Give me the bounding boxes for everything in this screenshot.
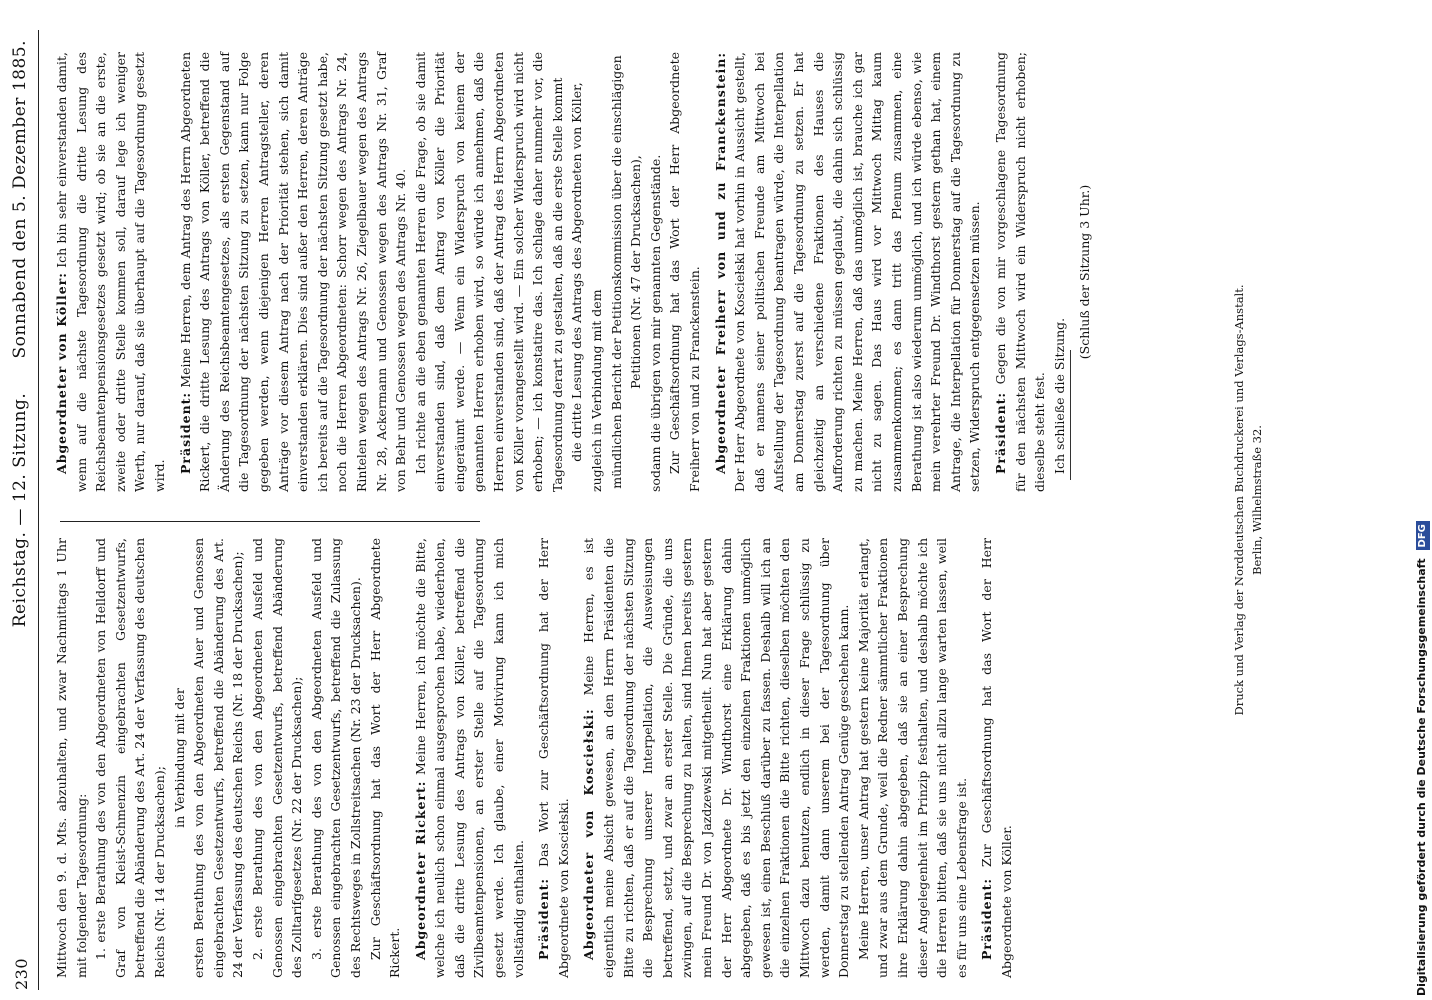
paragraph-text: Meine Herren, dem Antrag des Herrn Abgeordneten Rickert, die dritte Lesung des Antrags von Köller, betreffend die Änderung des Reichsbeamtengesetzes, als ersten Gegenstand auf die Tagesordnung der nächsten Sitzung zu setzen, kann nur Folge gegeben werden, wenn diejenigen Herren Antragsteller, deren Anträge vor diesem Antrag nach der Priorität stehen, sich damit einverstanden erklären. Dies sind außer den Herren, deren Anträge ich bereits auf die Tagesordnung der nächsten Sitzung gesetzt habe, noch die Herren Abgeordneten: Schorr wegen des Antrags Nr. 24, Rintelen wegen des Antrags Nr. 26, Ziegelbauer wegen des Antrags Nr. 28, Ackermann und Genossen wegen des Antrags Nr. 31, Graf von Behr und Genossen wegen des Antrags Nr. 40. <box>177 52 409 492</box>
paragraph-text: in Verbindung mit der <box>171 688 187 828</box>
right_column-paragraph <box>411 52 568 492</box>
left_column-paragraph <box>579 538 853 978</box>
funding-text: Digitalisierung gefördert durch die Deutsche Forschungsgemeinschaft <box>1415 558 1428 996</box>
paragraph-text: zugleich in Verbindung mit dem <box>589 289 605 492</box>
paragraph-text: Meine Herren, es ist eigentlich meine Absicht gewesen, an den Herrn Präsidenten die Bitte zu richten, daß er auf die Tagesordnung der nächsten Sitzung die Besprechung unserer Interpellation, die Ausweisungen betreffend, setzt, und zwar an erster Stelle. Die Gründe, die uns zwingen, auf die Besprechung zu halten, sind Ihnen bereits gestern mein Freund Dr. von Jazdzewski mitgetheilt. Nun hat aber gestern der Herr Abgeordnete Dr. Windthorst eine Erklärung dahin abgegeben, daß es bis jetzt den einzelnen Fraktionen unmöglich gewesen ist, einen Beschluß darüber zu fassen. Deshalb will ich an die einzelnen Fraktionen die Bitte richten, dieselben möchten den Mittwoch dazu benutzen, endlich in dieser Frage schlüssig zu werden, damit dann unserem bei der Tagesordnung über Donnerstag zu stellenden Antrag Genüge geschehen kann. <box>581 538 852 978</box>
session-title: Reichstag. — 12. Sitzung. <box>10 392 30 628</box>
left_column-paragraph <box>977 538 1016 978</box>
right_column-paragraph <box>1075 52 1095 492</box>
left_column-paragraph <box>854 538 972 978</box>
left_column-paragraph <box>91 538 169 978</box>
funding-label <box>1412 0 1432 1000</box>
right-column <box>52 52 1095 492</box>
paragraph-text: Meine Herren, ich möchte die Bitte, welche ich neulich schon einmal ausgesprochen habe, wiederholen, daß die dritte Lesung des Antrags von Köller, betreffend die Zivilbeamtenpensionen, an erster Stelle auf die Tagesordnung gesetzt werde. Ich glaube, einer Motivirung kann ich mich vollständig enthalten. <box>412 538 526 978</box>
right_column-paragraph <box>607 52 646 492</box>
paragraph-text: Ich bin sehr einverstanden damit, wenn auf die nächste Tagesordnung die dritte Lesung des Reichsbeamtenpensionsgesetzes gesetzt wird; ob sie an die erste, zweite oder dritte Stelle kommen soll, darauf lege ich weniger Werth, nur darauf, daß sie überhaupt auf die Tagesordnung gesetzt wird. <box>54 52 167 492</box>
right_column-paragraph <box>665 52 704 492</box>
speaker-name: Präsident: <box>536 877 552 960</box>
paragraph-text: Der Herr Abgeordnete von Kosciełski hat vorhin in Aussicht gestellt, daß er namens seiner politischen Freunde am Mittwoch bei Aufstellung der Tagesordnung beantragen würde, die Interpellation am Donnerstag zuerst auf die Tagesordnung zu setzen. Er hat gleichzeitig an verschiedene Fraktionen des Hauses die Aufforderung richten zu müssen geglaubt, die dahin sich schlüssig zu machen. Meine Herren, daß das unmöglich ist, brauche ich gar nicht zu sagen. Das Haus wird vor Mittwoch Mittag kaum zusammenkommen; es dann tritt das Plenum zusammen, eine Berathung ist also wiederum unmöglich, und ich würde ebenso, wie mein verehrter Freund Dr. Windthorst gestern gethan hat, einem Antrage, die Interpellation für Donnerstag auf die Tagesordnung zu setzen, Widerspruch entgegensetzen müssen. <box>732 52 983 492</box>
header-rule <box>38 30 39 990</box>
right_column-paragraph <box>646 52 666 492</box>
right_column-paragraph <box>587 52 607 492</box>
dfg-logo: DFG <box>1416 521 1430 550</box>
column-divider <box>60 521 480 522</box>
paragraph-text: Zur Geschäftsordnung hat das Wort der Herr Abgeordnete Rickert. <box>367 538 403 978</box>
paragraph-text: Meine Herren, unser Antrag hat gestern keine Majorität erlangt, und zwar aus dem Grunde, weil die Redner sämmtlicher Fraktionen ihre Erklärung dahin abgegeben, daß sie an einer Besprechung dieser Angelegenheit im Prinzip festhalten, und deshalb möchte ich die Herren bitten, daß sie uns nicht allzu lange warten lassen, weil es für uns eine Lebensfrage ist. <box>855 538 969 978</box>
header-date: Sonnabend den 5. Dezember 1885. <box>10 40 30 359</box>
paragraph-text: Gegen die von mir vorgeschlagene Tagesordnung für den nächsten Mittwoch wird ein Widerspruch nicht erhoben; dieselbe steht fest. <box>992 52 1048 492</box>
speaker-name: Abgeordneter von Kosciełski: <box>581 708 597 960</box>
imprint-line-2: Berlin, Wilhelmstraße 32. <box>1250 425 1264 575</box>
end-rule <box>1070 350 1071 480</box>
left_column-paragraph <box>366 538 405 978</box>
paragraph-text: 1. erste Berathung des von den Abgeordneten von Helldorff und Graf von Kleist-Schmenzin eingebrachten Gesetzentwurfs, betreffend die Abänderung des Art. 24 der Verfassung des deutschen Reichs (Nr. 14 der Drucksachen); <box>93 538 167 978</box>
paragraph-text: Zur Geschäftsordnung hat das Wort der Herr Abgeordnete Freiherr von und zu Franckenstein. <box>667 52 702 492</box>
paragraph-text: Ich schließe die Sitzung. <box>1051 317 1067 474</box>
right_column-paragraph <box>991 52 1050 492</box>
right_column-paragraph <box>52 52 170 492</box>
left_column-paragraph <box>307 538 366 978</box>
right_column-paragraph <box>711 52 985 492</box>
paragraph-text: Ich richte an die eben genannten Herren die Frage, ob sie damit einverstanden sind, daß dem Antrag von Köller die Priorität eingeräumt werde. — Wenn ein Widerspruch von keinem der genannten Herren erhoben wird, so würde ich annehmen, daß die Herren einverstanden sind, daß der Antrag des Herrn Abgeordneten von Köller vorangestellt wird. — Ein solcher Widerspruch wird nicht erhoben; — ich konstatire das. Ich schlage daher nunmehr vor, die Tagesordnung derart zu gestalten, daß an die erste Stelle kommt <box>412 52 565 492</box>
left_column-paragraph <box>170 538 190 978</box>
left_column-paragraph <box>248 538 307 978</box>
left_column-paragraph <box>534 538 573 978</box>
left-column <box>52 538 1017 978</box>
imprint-line-1: Druck und Verlag der Norddeutschen Buchdruckerei und Verlags-Anstalt. <box>1232 284 1246 716</box>
paragraph-text: (Schluß der Sitzung 3 Uhr.) <box>1077 184 1093 360</box>
paragraph-text: Das Wort zur Geschäftsordnung hat der Herr Abgeordnete von Kosciełski. <box>536 538 571 978</box>
paragraph-text: Mittwoch den 9. d. Mts. abzuhalten, und zwar Nachmittags 1 Uhr mit folgender Tagesordnung: <box>54 538 89 978</box>
paragraph-text: die dritte Lesung des Antrags des Abgeordneten von Köller, <box>569 82 585 462</box>
speaker-name: Präsident: <box>992 391 1008 474</box>
right_column-paragraph <box>1050 52 1070 492</box>
right_column-paragraph <box>176 52 411 492</box>
paragraph-text: 3. erste Berathung des von den Abgeordneten Ausfeld und Genossen eingebrachten Gesetzentwurfs, betreffend die Zulassung des Rechtsweges in Zollstreitsachen (Nr. 23 der Drucksachen). <box>308 538 363 978</box>
speaker-name: Abgeordneter von Köller: <box>54 272 69 474</box>
right_column-paragraph <box>567 52 587 492</box>
speaker-name: Präsident: <box>979 877 995 960</box>
speaker-name: Abgeordneter Rickert: <box>412 780 428 960</box>
left_column-paragraph <box>411 538 529 978</box>
paragraph-text: ersten Berathung des von den Abgeordneten Auer und Genossen eingebrachten Gesetzentwurfs, betreffend die Abänderung des Art. 24 der Verfassung des deutschen Reichs (Nr. 18 der Drucksachen); <box>191 538 246 978</box>
speaker-name: Abgeordneter Freiherr von und zu Franckenstein: <box>712 52 728 474</box>
imprint-footer <box>1230 0 1266 1000</box>
paragraph-text: sodann die übrigen von mir genannten Gegenstände. <box>647 154 663 492</box>
left_column-paragraph <box>189 538 248 978</box>
sidebar-credit <box>1412 0 1432 1000</box>
speaker-name: Präsident: <box>177 391 193 474</box>
paragraph-text: 2. erste Berathung des von den Abgeordneten Ausfeld und Genossen eingebrachten Gesetzentwurfs, betreffend Abänderung des Zolltarifgesetzes (Nr. 22 der Drucksachen); <box>249 538 305 978</box>
running-header <box>8 30 38 990</box>
left_column-paragraph <box>52 538 91 978</box>
paragraph-text: Zur Geschäftsordnung hat das Wort der Herr Abgeordnete von Köller. <box>979 538 1014 978</box>
paragraph-text: mündlichen Bericht der Petitionskommission über die einschlägigen Petitionen (Nr. 47 der Drucksachen), <box>608 55 644 489</box>
page-number: 230 <box>12 957 31 990</box>
